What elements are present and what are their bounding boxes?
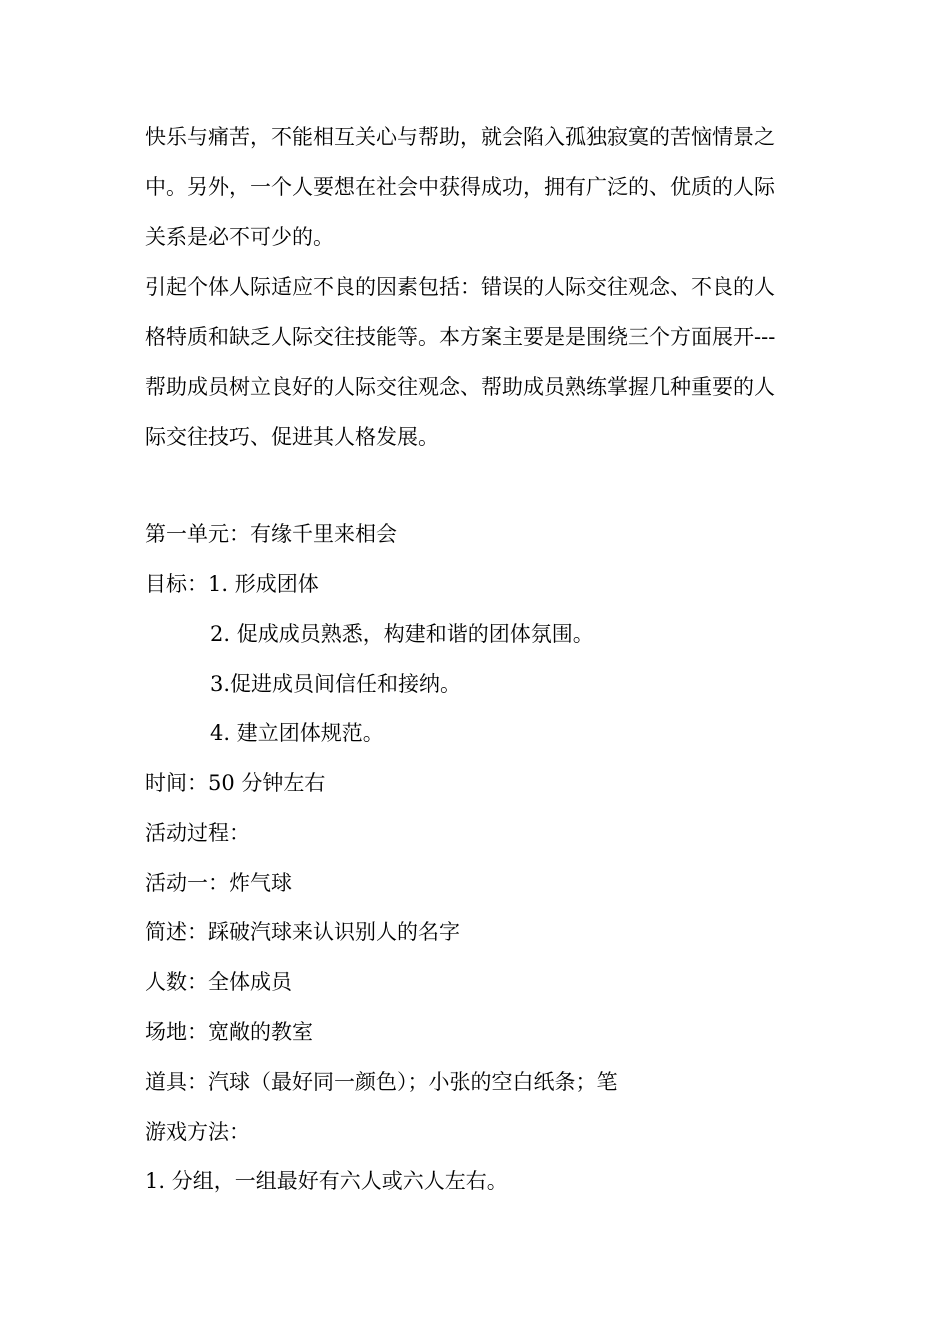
intro-line-7: 际交往技巧、促进其人格发展。 [145, 425, 439, 449]
activity-name: 活动一：炸气球 [145, 871, 292, 895]
intro-line-5: 格特质和缺乏人际交往技能等。本方案主要是是围绕三个方面展开--- [145, 325, 776, 349]
goal-item-3: 3.促进成员间信任和接纳。 [210, 672, 462, 696]
intro-line-2: 中。另外，一个人要想在社会中获得成功，拥有广泛的、优质的人际 [145, 175, 775, 199]
activity-participants: 人数：全体成员 [145, 970, 292, 994]
activity-venue: 场地：宽敞的教室 [145, 1020, 313, 1044]
intro-line-6: 帮助成员树立良好的人际交往观念、帮助成员熟练掌握几种重要的人 [145, 375, 775, 399]
goal-item-4: 4. 建立团体规范。 [210, 721, 384, 745]
unit-title: 第一单元：有缘千里来相会 [145, 522, 397, 546]
goal-label: 目标：1. 形成团体 [145, 572, 319, 596]
intro-line-1: 快乐与痛苦，不能相互关心与帮助，就会陷入孤独寂寞的苦恼情景之 [145, 125, 775, 149]
time-line: 时间：50 分钟左右 [145, 771, 326, 795]
process-label: 活动过程： [145, 821, 250, 845]
activity-summary: 简述：踩破汽球来认识别人的名字 [145, 920, 460, 944]
intro-line-3: 关系是必不可少的。 [145, 225, 334, 249]
method-label: 游戏方法： [145, 1120, 250, 1144]
method-step-1: 1. 分组，一组最好有六人或六人左右。 [145, 1169, 508, 1193]
intro-line-4: 引起个体人际适应不良的因素包括：错误的人际交往观念、不良的人 [145, 275, 775, 299]
goal-item-2: 2. 促成成员熟悉，构建和谐的团体氛围。 [210, 622, 594, 646]
activity-props: 道具：汽球（最好同一颜色）；小张的空白纸条；笔 [145, 1070, 618, 1094]
